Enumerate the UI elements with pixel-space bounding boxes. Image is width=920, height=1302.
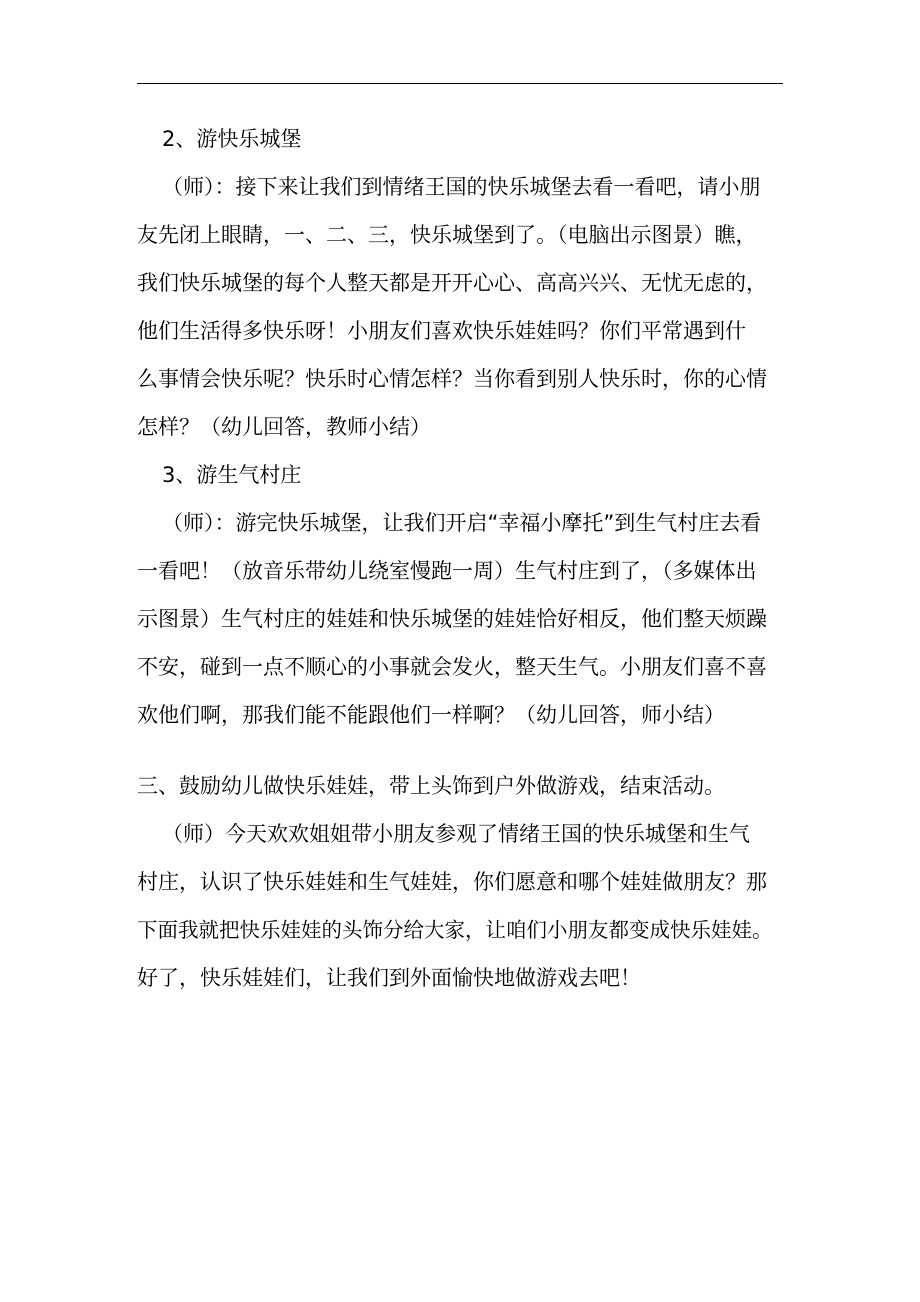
section-3-line-4: 不安，碰到一点不顺心的小事就会发火，整天生气。小朋友们喜不喜	[137, 655, 767, 679]
section-2-line-2: 友先闭上眼睛，一、二、三，快乐城堡到了。（电脑出示图景）瞧，	[137, 223, 757, 247]
section-3-line-2: 一看吧！（放音乐带幼儿绕室慢跑一周）生气村庄到了，（多媒体出	[137, 559, 757, 583]
section-2-heading: 2、游快乐城堡	[162, 127, 302, 151]
section-3-line-5: 欢他们啊，那我们能不能跟他们一样啊？（幼儿回答，师小结）	[137, 703, 725, 727]
section-3-line-3: 示图景）生气村庄的娃娃和快乐城堡的娃娃恰好相反，他们整天烦躁	[137, 607, 767, 631]
section-3-heading: 3、游生气村庄	[162, 463, 302, 487]
part-three-line-3: 下面我就把快乐娃娃的头饰分给大家，让咱们小朋友都变成快乐娃娃。	[137, 918, 773, 942]
part-three-line-2: 村庄，认识了快乐娃娃和生气娃娃，你们愿意和哪个娃娃做朋友？那	[137, 870, 767, 894]
section-2-line-3: 我们快乐城堡的每个人整天都是开开心心、高高兴兴、无忧无虑的，	[137, 271, 767, 295]
section-2-line-5: 么事情会快乐呢？快乐时心情怎样？当你看到别人快乐时，你的心情	[137, 367, 767, 391]
section-3-line-1: （师）：游完快乐城堡，让我们开启“幸福小摩托”到生气村庄去看	[162, 511, 762, 535]
part-three-line-1: （师）今天欢欢姐姐带小朋友参观了情绪王国的快乐城堡和生气	[162, 822, 750, 846]
section-2-line-4: 他们生活得多快乐呀！小朋友们喜欢快乐娃娃吗？你们平常遇到什	[137, 319, 746, 343]
part-three-heading: 三、鼓励幼儿做快乐娃娃，带上头饰到户外做游戏，结束活动。	[137, 774, 725, 798]
section-2-line-6: 怎样？（幼儿回答，教师小结）	[137, 415, 431, 439]
section-2-line-1: （师）：接下来让我们到情绪王国的快乐城堡去看一看吧，请小朋	[162, 175, 761, 199]
part-three-line-4: 好了，快乐娃娃们，让我们到外面愉快地做游戏去吧！	[137, 966, 641, 990]
header-rule	[137, 83, 783, 84]
